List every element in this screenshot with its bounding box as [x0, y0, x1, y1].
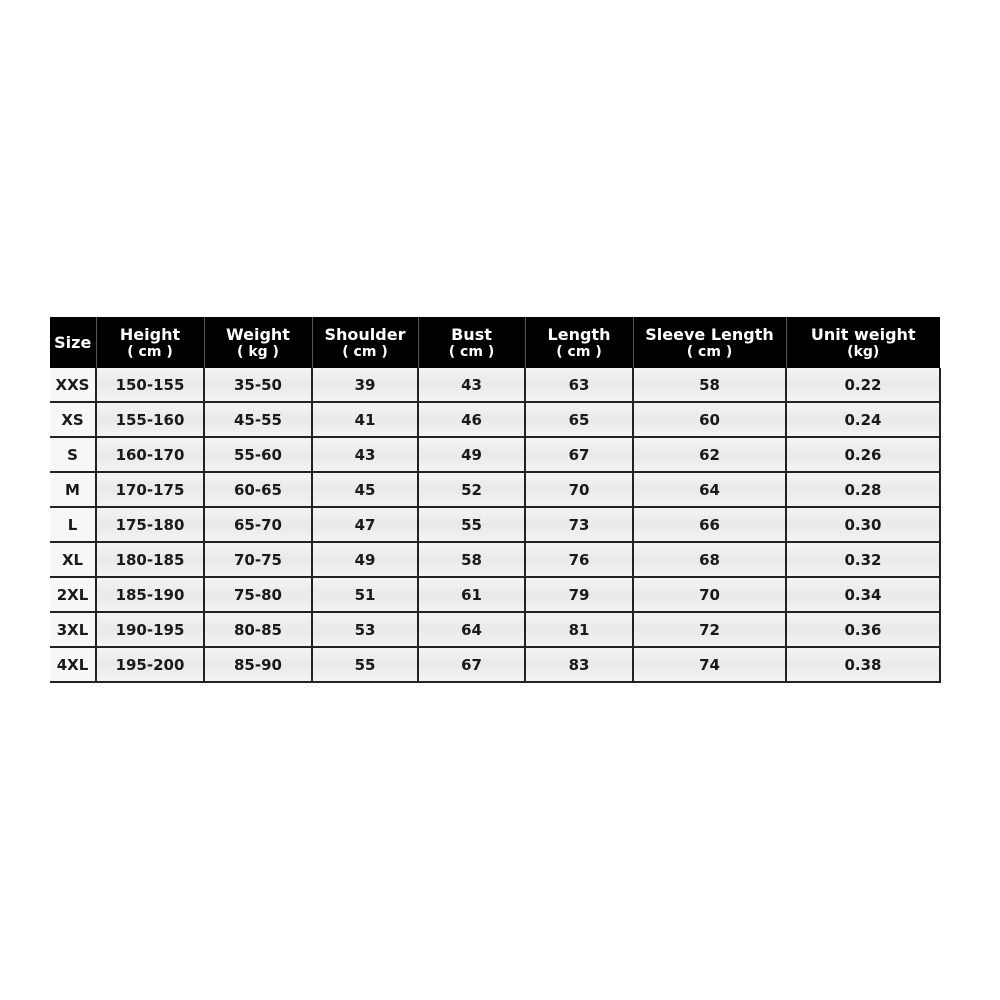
table-cell: 52: [418, 472, 525, 507]
table-cell: 70: [633, 577, 786, 612]
size-chart: [50, 317, 940, 683]
table-cell: 150-155: [96, 368, 204, 402]
column-header: [633, 317, 786, 368]
table-cell: 155-160: [96, 402, 204, 437]
size-label-cell: 4XL: [50, 647, 96, 682]
table-row: [50, 472, 940, 507]
column-header-label: Unit weight: [810, 325, 916, 344]
table-cell: 0.22: [786, 368, 940, 402]
table-cell: 67: [525, 437, 633, 472]
table-cell: 46: [418, 402, 525, 437]
table-cell: 35-50: [204, 368, 312, 402]
table-cell: 64: [418, 612, 525, 647]
table-cell: 55-60: [204, 437, 312, 472]
table-cell: 0.24: [786, 402, 940, 437]
table-cell: 0.30: [786, 507, 940, 542]
column-header-unit: ( cm ): [686, 344, 733, 360]
size-label-cell: XL: [50, 542, 96, 577]
column-header-label: Shoulder: [324, 325, 406, 344]
table-cell: 45: [312, 472, 418, 507]
table-cell: 58: [418, 542, 525, 577]
table-cell: 73: [525, 507, 633, 542]
column-header-unit: ( cm ): [127, 344, 173, 360]
table-cell: 170-175: [96, 472, 204, 507]
table-row: [50, 542, 940, 577]
table-cell: 0.28: [786, 472, 940, 507]
column-header-unit: ( cm ): [556, 344, 602, 360]
table-cell: 180-185: [96, 542, 204, 577]
column-header: [204, 317, 312, 368]
column-header-unit: ( kg ): [237, 344, 279, 360]
table-cell: 63: [525, 368, 633, 402]
column-header-unit: ( cm ): [448, 344, 495, 360]
table-cell: 65: [525, 402, 633, 437]
table-cell: 80-85: [204, 612, 312, 647]
table-cell: 160-170: [96, 437, 204, 472]
table-cell: 39: [312, 368, 418, 402]
table-cell: 195-200: [96, 647, 204, 682]
table-cell: 49: [312, 542, 418, 577]
table-row: [50, 647, 940, 682]
size-label-cell: M: [50, 472, 96, 507]
column-header-unit: ( cm ): [342, 344, 388, 360]
table-cell: 62: [633, 437, 786, 472]
table-cell: 83: [525, 647, 633, 682]
table-cell: 65-70: [204, 507, 312, 542]
column-header: [50, 317, 96, 368]
size-label-cell: XXS: [50, 368, 96, 402]
table-cell: 185-190: [96, 577, 204, 612]
table-cell: 64: [633, 472, 786, 507]
table-cell: 81: [525, 612, 633, 647]
table-cell: 76: [525, 542, 633, 577]
table-cell: 51: [312, 577, 418, 612]
table-cell: 0.32: [786, 542, 940, 577]
table-cell: 58: [633, 368, 786, 402]
size-label-cell: S: [50, 437, 96, 472]
table-cell: 43: [312, 437, 418, 472]
table-cell: 72: [633, 612, 786, 647]
table-cell: 85-90: [204, 647, 312, 682]
table-cell: 70-75: [204, 542, 312, 577]
table-row: [50, 577, 940, 612]
table-cell: 61: [418, 577, 525, 612]
size-chart-table: [50, 317, 941, 683]
table-cell: 55: [418, 507, 525, 542]
column-header-label: Size: [54, 333, 92, 352]
table-cell: 67: [418, 647, 525, 682]
header-row: [50, 317, 940, 368]
table-cell: 79: [525, 577, 633, 612]
column-header-label: Bust: [451, 325, 492, 344]
column-header: [786, 317, 940, 368]
size-label-cell: 3XL: [50, 612, 96, 647]
column-header-label: Sleeve Length: [645, 325, 774, 344]
column-header-unit: (kg): [847, 344, 880, 360]
table-cell: 190-195: [96, 612, 204, 647]
table-cell: 47: [312, 507, 418, 542]
column-header-label: Height: [119, 325, 181, 344]
size-label-cell: L: [50, 507, 96, 542]
table-cell: 0.34: [786, 577, 940, 612]
table-cell: 0.26: [786, 437, 940, 472]
table-cell: 175-180: [96, 507, 204, 542]
table-row: [50, 437, 940, 472]
table-cell: 0.36: [786, 612, 940, 647]
table-cell: 68: [633, 542, 786, 577]
column-header: [96, 317, 204, 368]
table-row: [50, 402, 940, 437]
table-cell: 45-55: [204, 402, 312, 437]
size-label-cell: XS: [50, 402, 96, 437]
table-cell: 41: [312, 402, 418, 437]
table-body: [50, 368, 940, 682]
table-cell: 70: [525, 472, 633, 507]
column-header: [418, 317, 525, 368]
table-row: [50, 368, 940, 402]
size-label-cell: 2XL: [50, 577, 96, 612]
column-header-label: Weight: [226, 325, 290, 344]
table-row: [50, 507, 940, 542]
table-cell: 55: [312, 647, 418, 682]
table-cell: 75-80: [204, 577, 312, 612]
column-header: [312, 317, 418, 368]
column-header: [525, 317, 633, 368]
column-header-label: Length: [547, 325, 611, 344]
table-cell: 74: [633, 647, 786, 682]
table-cell: 0.38: [786, 647, 940, 682]
table-cell: 43: [418, 368, 525, 402]
table-cell: 60: [633, 402, 786, 437]
table-cell: 53: [312, 612, 418, 647]
table-cell: 49: [418, 437, 525, 472]
table-row: [50, 612, 940, 647]
table-cell: 60-65: [204, 472, 312, 507]
table-cell: 66: [633, 507, 786, 542]
